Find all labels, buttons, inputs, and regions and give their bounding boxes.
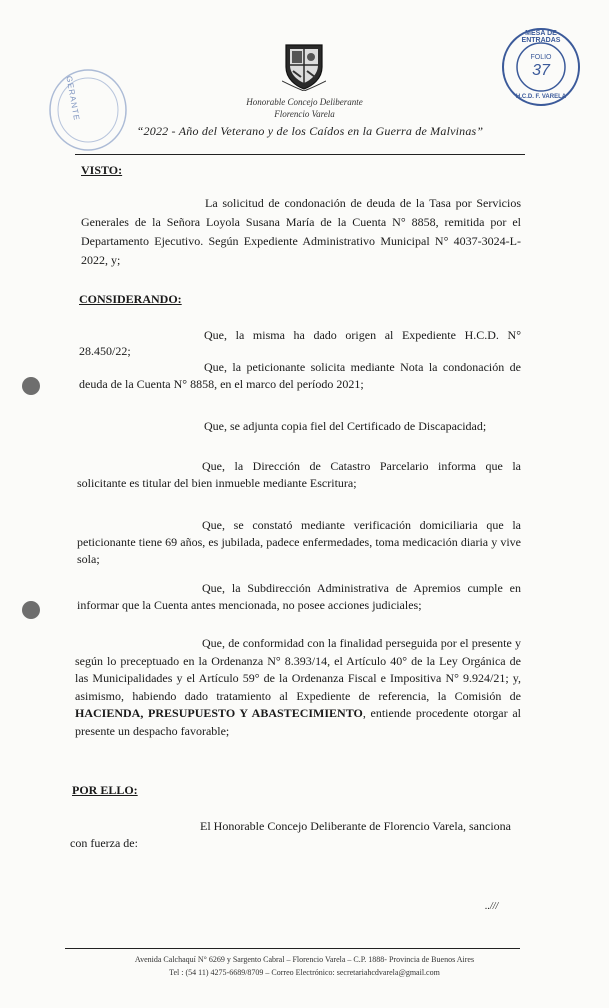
folio-number: 37	[532, 62, 550, 79]
considerando-item-1: Que, la misma ha dado origen al Expediente H.C.D. N° 28.450/22;	[79, 328, 521, 358]
institution-name: Honorable Concejo Deliberante	[246, 97, 363, 107]
considerando-heading: CONSIDERANDO:	[79, 292, 182, 306]
considerando-item-3: Que, se adjunta copia fiel del Certificado de Discapacidad;	[204, 419, 487, 433]
year-motto: “2022 - Año del Veterano y de los Caídos en la Guerra de Malvinas”	[136, 124, 484, 138]
continuation-mark: ..///	[485, 901, 499, 912]
footer-rule	[65, 948, 520, 949]
mesa-entradas-stamp	[500, 26, 582, 108]
folio-label: FOLIO	[530, 54, 552, 61]
por-ello-heading: POR ELLO:	[72, 783, 138, 797]
closing-line-1: El Honorable Concejo Deliberante de Florencio Varela, sanciona	[200, 819, 511, 833]
punch-hole-bottom	[22, 601, 40, 619]
coat-of-arms-logo	[282, 41, 326, 91]
considerando-item-4: Que, la Dirección de Catastro Parcelario informa que la solicitante es titular del bien inmueble mediante Escritura;	[77, 459, 521, 490]
institution-city: Florencio Varela	[274, 109, 335, 119]
visto-heading: VISTO:	[81, 163, 123, 177]
left-stamp-text: GERANTE	[64, 75, 82, 122]
header-rule	[75, 154, 525, 155]
considerando-item-7-text: Que, de conformidad con la finalidad perseguida por el presente y según lo preceptuado en la Ordenanza N° 8.393/14, el Artículo 40° de la Ley Orgánica de las Municipalidades y el Artículo 59° de la Ordenanza Fiscal e Impositiva N° 9.924/21; y, asimismo, habiendo dado tratamiento al Expediente de referencia, la Comisión de	[75, 636, 521, 703]
stamp-bottom-text: H.C.D. F. VARELA	[515, 94, 567, 100]
considerando-item-7	[75, 635, 521, 740]
considerando-item-7-end: , entiende procedente otorgar al presente un despacho favorable;	[75, 706, 521, 738]
coat-of-arms-icon	[282, 41, 326, 91]
closing-line-2: con fuerza de:	[70, 836, 138, 850]
footer-contact: Tel : (54 11) 4275-6689/8709 – Correo Electrónico: secretariahcdvarela@gmail.com	[169, 968, 440, 977]
commission-name: HACIENDA, PRESUPUESTO Y ABASTECIMIENTO	[75, 706, 363, 720]
stamp-top-text: MESA DE ENTRADAS	[521, 30, 561, 44]
punch-hole-top	[22, 377, 40, 395]
considerando-item-6: Que, la Subdirección Administrativa de Apremios cumple en informar que la Cuenta antes mencionada, no posee acciones judiciales;	[77, 581, 521, 612]
visto-text: La solicitud de condonación de deuda de la Tasa por Servicios Generales de la Señora Loyola Susana María de la Cuenta N° 8858, remitida por el Departamento Ejecutivo. Según Expediente Administrativo Municipal N° 4037-3024-L-2022, y;	[81, 196, 521, 267]
footer-address: Avenida Calchaquí N° 6269 y Sargento Cabral – Florencio Varela – C.P. 1888- Provincia de Buenos Aires	[134, 955, 475, 964]
considerando-item-5: Que, se constató mediante verificación domiciliaria que la peticionante tiene 69 años, es jubilada, padece enfermedades, toma medicación diaria y vive sola;	[77, 518, 521, 566]
considerando-item-2: Que, la peticionante solicita mediante Nota la condonación de deuda de la Cuenta N° 8858, en el marco del período 2021;	[79, 360, 521, 391]
